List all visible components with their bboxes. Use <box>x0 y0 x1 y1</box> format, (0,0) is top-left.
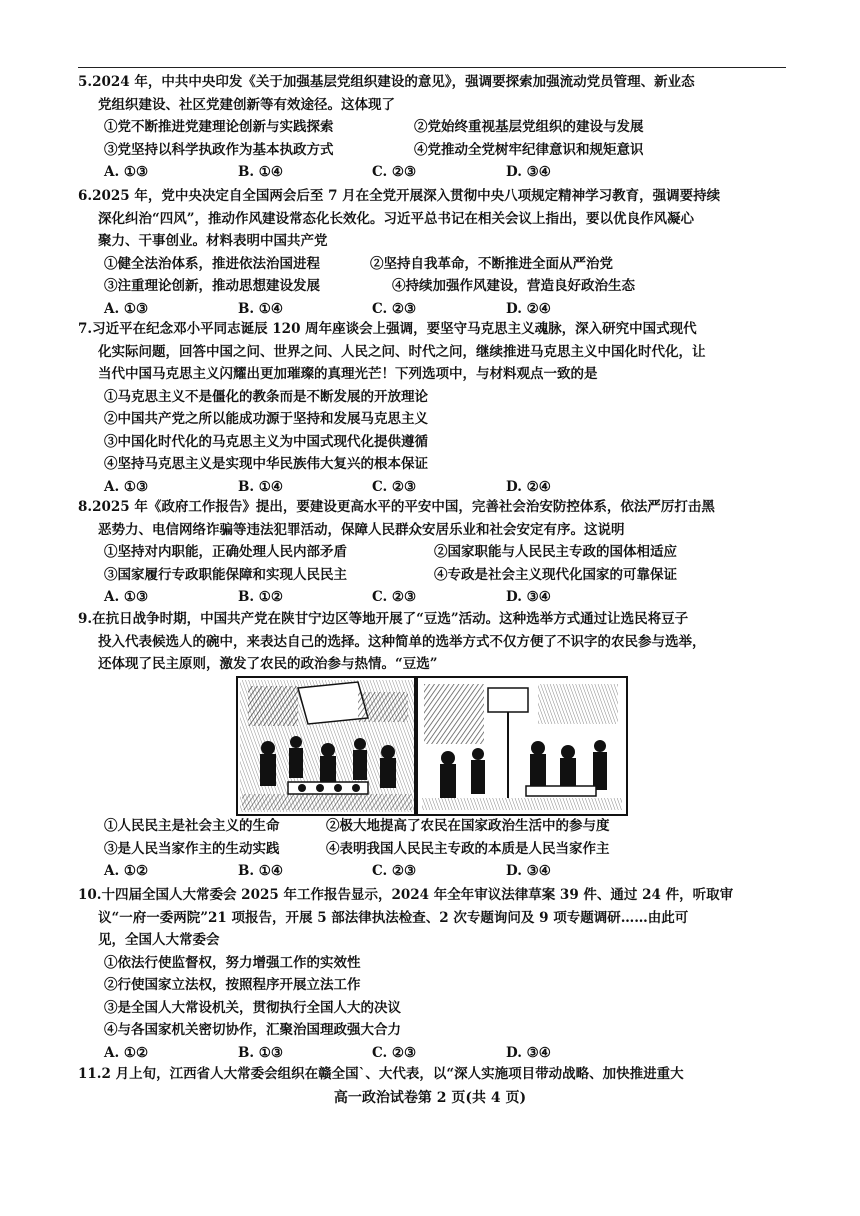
answer-choices <box>78 298 790 321</box>
statement-3: ③是人民当家作主的生动实践 <box>104 840 280 857</box>
stem-line: 议“一府一委两院”21 项报告，开展 5 部法律执法检查、2 次专题询问及 9 项专题调研……由此可 <box>98 909 689 926</box>
option-row <box>78 275 790 298</box>
choice-c: C. ②③ <box>372 589 417 605</box>
choice-b: B. ①④ <box>238 863 284 879</box>
answer-choices <box>78 860 790 883</box>
choice-d: D. ③④ <box>506 164 551 180</box>
statement-1: ①马克思主义不是僵化的教条而是不断发展的开放理论 <box>104 388 428 405</box>
page-footer: 高一政治试卷第 2 页(共 4 页) <box>333 1090 527 1106</box>
question-stem <box>78 1063 790 1086</box>
statement-1: ①依法行使监督权，努力增强工作的实效性 <box>104 954 361 971</box>
statement-4: ④专政是社会主义现代化国家的可靠保证 <box>434 566 677 583</box>
woodcut-image <box>238 678 626 814</box>
statement-4: ④持续加强作风建设，营造良好政治生态 <box>392 278 635 294</box>
stem-line: 6.2025 年，党中央决定自全国两会后至 7 月在全党开展深入贯彻中央八项规定精神学习教育，强调要持续 <box>78 188 721 204</box>
choice-d: D. ②④ <box>506 478 551 495</box>
statement-2: ②行使国家立法权，按照程序开展立法工作 <box>104 977 361 993</box>
answer-choices <box>78 586 790 609</box>
stem-line: 还体现了民主原则，激发了农民的政治参与热情。“豆选” <box>98 656 438 672</box>
statement-2: ②中国共产党之所以能成功源于坚持和发展马克思主义 <box>104 411 428 427</box>
statement-2: ②党始终重视基层党组织的建设与发展 <box>414 119 644 135</box>
statement-2: ②国家职能与人民民主专政的国体相适应 <box>434 544 677 560</box>
question-9-options <box>78 815 790 883</box>
question-8 <box>78 496 790 609</box>
option-row <box>78 815 790 838</box>
choice-a: A. ①③ <box>104 164 149 180</box>
stem-line: 深化纠治“四风”，推动作风建设常态化长效化。习近平总书记在相关会议上指出，要以优良作风凝心 <box>98 210 695 227</box>
question-7 <box>78 318 790 498</box>
stem-line: 见，全国人大常委会 <box>98 932 220 948</box>
stem-line: 聚力、干事创业。材料表明中国共产党 <box>98 233 328 249</box>
stem-line: 11.2 月上旬，江西省人大常委会组织在赣全国`、大代表，以“深人实施项目带动战略、加快推进重大 <box>78 1066 684 1082</box>
choice-c: C. ②③ <box>372 300 417 317</box>
option-row <box>78 139 790 162</box>
statement-3: ③是全国人大常设机关，贯彻执行全国人大的决议 <box>104 999 401 1016</box>
statement-4: ④党推动全党树牢纪律意识和规矩意识 <box>414 141 644 158</box>
question-stem <box>78 185 790 253</box>
top-divider <box>78 67 786 68</box>
stem-line: 7.习近平在纪念邓小平同志诞辰 120 周年座谈会上强调，要坚守马克思主义魂脉，深入研究中国式现代 <box>78 321 697 337</box>
statement-1: ①党不断推进党建理论创新与实践探索 <box>104 119 334 135</box>
choice-c: C. ②③ <box>372 1044 417 1061</box>
choice-b: B. ①④ <box>238 478 284 495</box>
dou-xuan-illustration <box>236 676 628 816</box>
statement-3: ③党坚持以科学执政作为基本执政方式 <box>104 141 334 158</box>
question-stem <box>78 496 790 541</box>
option-row <box>78 253 790 276</box>
question-stem <box>78 318 790 386</box>
statement-4: ④与各国家机关密切协作，汇聚治国理政强大合力 <box>104 1022 401 1038</box>
choice-d: D. ③④ <box>506 1044 551 1061</box>
choice-a: A. ①② <box>104 863 149 879</box>
question-stem <box>78 884 790 952</box>
choice-a: A. ①② <box>104 1044 149 1061</box>
choice-d: D. ②④ <box>506 300 551 317</box>
statement-2: ②坚持自我革命，不断推进全面从严治党 <box>370 255 613 272</box>
answer-choices <box>78 476 790 499</box>
choice-c: C. ②③ <box>372 478 417 495</box>
question-6 <box>78 185 790 320</box>
option-row <box>78 541 790 564</box>
question-5 <box>78 71 790 184</box>
choice-b: B. ①③ <box>238 1044 284 1061</box>
choice-b: B. ①④ <box>238 300 284 317</box>
question-stem <box>78 608 790 676</box>
statement-1: ①人民民主是社会主义的生命 <box>104 818 280 834</box>
statement-1: ①健全法治体系，推进依法治国进程 <box>104 255 320 272</box>
choice-c: C. ②③ <box>372 863 417 879</box>
question-11 <box>78 1063 790 1086</box>
statement-4: ④坚持马克思主义是实现中华民族伟大复兴的根本保证 <box>104 456 428 472</box>
option-row <box>78 838 790 861</box>
stem-line: 化实际问题，回答中国之问、世界之问、人民之问、时代之问，继续推进马克思主义中国化时代化，让 <box>98 343 706 360</box>
statement-2: ②极大地提高了农民在国家政治生活中的参与度 <box>326 818 610 834</box>
choice-b: B. ①② <box>238 589 284 605</box>
choice-d: D. ③④ <box>506 863 551 879</box>
choice-a: A. ①③ <box>104 300 149 317</box>
statement-1: ①坚持对内职能，正确处理人民内部矛盾 <box>104 544 347 560</box>
statement-4: ④表明我国人民民主专政的本质是人民当家作主 <box>326 840 610 857</box>
stem-line: 10.十四届全国人大常委会 2025 年工作报告显示，2024 年全年审议法律草案 39 件、通过 24 件，听取审 <box>78 887 734 903</box>
choice-c: C. ②③ <box>372 164 417 180</box>
stem-line: 5.2024 年，中共中央印发《关于加强基层党组织建设的意见》，强调要探索加强流动党员管理、新业态 <box>78 74 695 90</box>
choice-b: B. ①④ <box>238 164 284 180</box>
stem-line: 投入代表候选人的碗中，来表达自己的选择。这种简单的选举方式不仅方便了不识字的农民参与选举， <box>98 633 706 650</box>
choice-a: A. ①③ <box>104 478 149 495</box>
stem-line: 9.在抗日战争时期，中国共产党在陕甘宁边区等地开展了“豆选”活动。这种选举方式通过让选民将豆子 <box>78 611 689 627</box>
stem-line: 恶势力、电信网络诈骗等违法犯罪活动，保障人民群众安居乐业和社会安定有序。这说明 <box>98 521 625 538</box>
question-stem <box>78 71 790 116</box>
question-10 <box>78 884 790 1064</box>
stem-line: 8.2025 年《政府工作报告》提出，要建设更高水平的平安中国，完善社会治安防控体系，依法严厉打击黑 <box>78 499 715 515</box>
answer-choices <box>78 1042 790 1065</box>
choice-d: D. ③④ <box>506 589 551 605</box>
stem-line: 当代中国马克思主义闪耀出更加璀璨的真理光芒！下列选项中，与材料观点一致的是 <box>98 366 598 382</box>
statement-3: ③中国化时代化的马克思主义为中国式现代化提供遵循 <box>104 433 428 450</box>
stem-line: 党组织建设、社区党建创新等有效途径。这体现了 <box>98 96 395 113</box>
choice-a: A. ①③ <box>104 589 149 605</box>
statement-3: ③国家履行专政职能保障和实现人民民主 <box>104 566 347 583</box>
statement-3: ③注重理论创新，推动思想建设发展 <box>104 278 320 294</box>
question-9 <box>78 608 790 676</box>
option-row <box>78 116 790 139</box>
answer-choices <box>78 161 790 184</box>
option-row <box>78 564 790 587</box>
